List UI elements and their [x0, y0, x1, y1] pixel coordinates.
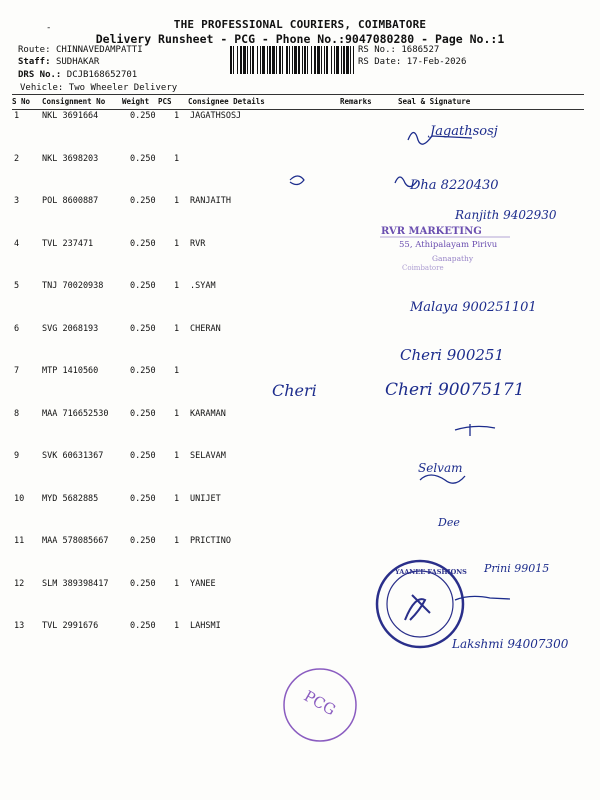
staff-label: Staff:	[18, 57, 51, 67]
row-consignee: CHERAN	[190, 323, 221, 334]
row-weight: 0.250	[130, 408, 156, 419]
row-pcs: 1	[174, 621, 180, 631]
signature-stroke-8	[455, 424, 495, 436]
row-sno: 5	[14, 281, 20, 291]
row-consignee: JAGATHSOSJ	[190, 111, 242, 121]
signature-13: Lakshmi 94007300	[452, 637, 569, 651]
row-weight: 0.250	[130, 153, 156, 164]
rs-no-label: RS No.:	[358, 45, 396, 55]
rs-date-label: RS Date:	[358, 57, 402, 67]
signature-2: Dha 8220430	[410, 178, 499, 193]
route-label: Route:	[18, 45, 51, 55]
row-weight: 0.250	[130, 451, 156, 461]
row-consignee: .SYAM	[190, 281, 216, 291]
rvr-stamp-line4: Coimbatore	[402, 264, 444, 272]
signature-10: Dee	[438, 516, 460, 529]
row-pcs: 1	[174, 366, 180, 376]
col-sno: S No	[12, 97, 31, 106]
row-pcs: 1	[174, 408, 180, 419]
row-weight: 0.250	[130, 196, 156, 206]
signature-3: Ranjith 9402930	[455, 208, 557, 222]
row-consignee: RVR	[190, 238, 206, 249]
rvr-stamp-name: RVR MARKETING	[381, 226, 482, 237]
row-pcs: 1	[174, 111, 180, 121]
row-consignment-no: MTP 1410560	[42, 366, 99, 376]
vehicle-value: Two Wheeler Delivery	[68, 83, 178, 93]
row-pcs: 1	[174, 493, 180, 504]
row-sno: 10	[14, 493, 25, 504]
row-consignment-no: MYD 5682885	[42, 493, 99, 504]
row-consignment-no: MAA 578085667	[42, 536, 109, 546]
row-sno: 11	[14, 536, 25, 546]
row-weight: 0.250	[130, 238, 156, 249]
row-sno: 8	[14, 408, 20, 419]
company-title: THE PROFESSIONAL COURIERS, COIMBATORE	[173, 18, 427, 31]
signature-stroke-9	[420, 475, 465, 483]
signature-12: Prini 99015	[484, 562, 550, 575]
row-consignment-no: SLM 389398417	[42, 578, 109, 589]
row-consignment-no: SVK 60631367	[42, 451, 104, 461]
row-consignee: UNIJET	[190, 493, 221, 504]
row-weight: 0.250	[130, 111, 156, 121]
row-consignment-no: TVL 237471	[42, 238, 94, 249]
row-consignment-no: NKL 3691664	[42, 111, 99, 121]
row-sno: 9	[14, 451, 20, 461]
row-pcs: 1	[174, 281, 180, 291]
row-consignee: SELAVAM	[190, 451, 226, 461]
row-pcs: 1	[174, 536, 180, 546]
row-sno: 12	[14, 578, 25, 589]
row-sno: 7	[14, 366, 20, 376]
row-pcs: 1	[174, 323, 180, 334]
staff-value: SUDHAKAR	[55, 57, 100, 67]
row-weight: 0.250	[130, 621, 156, 631]
drs-label: DRS No.:	[18, 70, 62, 80]
rs-no-value: 1686527	[401, 45, 440, 55]
row-consignment-no: POL 8600887	[42, 196, 99, 206]
remark-scribble-2	[290, 176, 304, 185]
row-weight: 0.250	[130, 578, 156, 589]
row-consignee: RANJAITH	[190, 196, 231, 206]
pcg-stamp-text: PCG	[300, 686, 339, 720]
row-weight: 0.250	[130, 323, 156, 334]
row-weight: 0.250	[130, 281, 156, 291]
row-pcs: 1	[174, 451, 180, 461]
row-consignee: YANEE	[190, 578, 216, 589]
row-sno: 1	[14, 111, 20, 121]
row-consignment-no: TNJ 70020938	[42, 281, 104, 291]
vehicle-label: Vehicle:	[20, 83, 64, 93]
row-weight: 0.250	[130, 536, 156, 546]
col-consignment: Consignment No	[42, 97, 106, 106]
signature-9: Selvam	[418, 461, 463, 475]
row-pcs: 1	[174, 238, 180, 249]
col-consignee: Consignee Details	[188, 97, 265, 106]
drs-value: DCJB168652701	[66, 70, 138, 80]
rs-date-value: 17-Feb-2026	[406, 57, 467, 67]
signature-5: Malaya 900251101	[410, 300, 537, 315]
route-value: CHINNAVEDAMPATTI	[55, 45, 143, 55]
row-consignment-no: TVL 2991676	[42, 621, 99, 631]
col-weight: Weight	[122, 97, 150, 106]
row-consignee: KARAMAN	[190, 408, 226, 419]
signature-7: Cheri 90075171	[385, 380, 525, 400]
rvr-stamp-line3: Ganapathy	[432, 254, 474, 263]
row-weight: 0.250	[130, 493, 156, 504]
row-sno: 2	[14, 153, 20, 164]
row-consignment-no: NKL 3698203	[42, 153, 99, 164]
runsheet-subtitle: Delivery Runsheet - PCG - Phone No.:9047080280 - Page No.:1	[95, 32, 505, 46]
row-sno: 13	[14, 621, 25, 631]
col-seal-signature: Seal & Signature	[398, 97, 471, 106]
row-sno: 4	[14, 238, 20, 249]
round-stamp-emblem	[405, 595, 430, 620]
row-consignee: PRICTINO	[190, 536, 231, 546]
row-consignment-no: SVG 2068193	[42, 323, 99, 334]
row-pcs: 1	[174, 196, 180, 206]
row-pcs: 1	[174, 153, 180, 164]
row-consignment-no: MAA 716652530	[42, 408, 109, 419]
row-consignee: LAHSMI	[190, 621, 221, 631]
row-sno: 6	[14, 323, 20, 334]
round-stamp-text: YAANEE FASHIONS	[395, 568, 467, 576]
col-remarks: Remarks	[340, 97, 372, 106]
row-pcs: 1	[174, 578, 180, 589]
signature-1: Jagathsosj	[430, 124, 498, 139]
col-pcs: PCS	[158, 97, 172, 106]
header-marks: -	[46, 23, 52, 33]
signature-6: Cheri 900251	[400, 346, 505, 364]
row-sno: 3	[14, 196, 20, 206]
row-weight: 0.250	[130, 366, 156, 376]
remark-7: Cheri	[272, 381, 317, 400]
rvr-stamp-address: 55, Athipalayam Pirivu	[399, 240, 498, 250]
